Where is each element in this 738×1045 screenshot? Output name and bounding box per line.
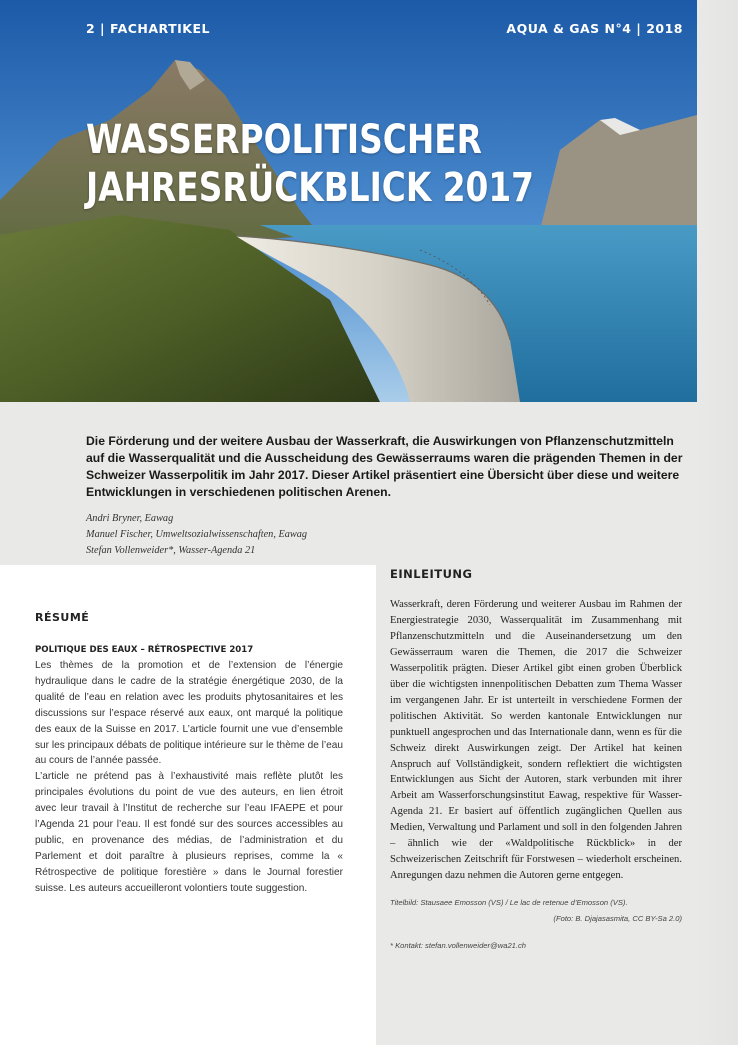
resume-paragraph-2: L’article ne prétend pas à l’exhaustivité mais reflète plutôt les principales évolutions du point de vue des auteurs, en lien étroit avec leur travail à l’Institut de recherche sur l’eau IFAEPE et pour l’Agenda 21 pour l’eau. Il est fondé sur des sources accessibles au public, en provenance des médias, de l’administration et du Parlement et doit paraître à plusieurs reprises, comme la « Rétrospective de politique forestière » dans le Journal forestier suisse. Les auteurs accueilleront volontiers toute suggestion. <box>35 771 343 894</box>
title-line-2: JAHRESRÜCKBLICK 2017 <box>86 165 535 211</box>
photo-credit: (Foto: B. Djajasasmita, CC BY-Sa 2.0) <box>553 914 682 923</box>
resume-column <box>0 565 376 1045</box>
author-1: Andri Bryner, Eawag <box>86 513 174 524</box>
intro-heading: EINLEITUNG <box>390 567 473 581</box>
resume-body <box>35 658 343 897</box>
contact-footnote: * Kontakt: stefan.vollenweider@wa21.ch <box>390 941 527 950</box>
page-edge <box>697 0 738 1045</box>
resume-subheading: POLITIQUE DES EAUX – RÉTROSPECTIVE 2017 <box>35 645 254 655</box>
author-2: Manuel Fischer, Umweltsozialwissenschaften, Eawag <box>86 529 308 540</box>
author-list <box>86 511 307 559</box>
resume-paragraph-1: Les thèmes de la promotion et de l’extension de l’énergie hydraulique dans le cadre de la stratégie énergétique 2030, de la qualité de l’eau en relation avec les produits phytosanitaires et les discussions sur l’espace réservé aux eaux, ont marqué la politique des eaux de la Suisse en 2017. L’article fournit une vue d’ensemble sur les principaux débats de politique intérieure sur le thème de l’eau au cours de l’année passée. <box>35 660 343 767</box>
journal-issue-label: AQUA & GAS N°4 | 2018 <box>506 21 683 36</box>
article-title <box>86 116 562 212</box>
title-line-1: WASSERPOLITISCHER <box>86 117 482 163</box>
intro-body: Wasserkraft, deren Förderung und weiterer Ausbau im Rahmen der Energiestrategie 2030, Wasserqualität im Zusammenhang mit Pflanzenschutzmitteln und die Auseinandersetzung um den Gewässerraum waren die Themen, die 2017 die Schweizer Wasserpolitik prägten. Dieser Artikel gibt einen groben Überblick über die wichtigsten innenpolitischen Debatten zum Thema Wasser im vergangenen Jahr. Er ist unterteilt in verschiedene Formen der politischen Aktivität. So werden kantonale Entwicklungen nur punktuell angesprochen und das Internationale dann, wenn es für die Schweiz direkt Auswirkungen zeigt. Der Artikel hat keinen Anspruch auf Vollständigkeit, sondern reflektiert die wichtigsten Entwicklungen aus Sicht der Autoren, stark verbunden mit ihrer Arbeit am Wasserforschungsinstitut Eawag, respektive für Wasser-Agenda 21. Er basiert auf öffentlich zugänglichen Quellen aus Medien, Verwaltung und Parlament und soll in den folgenden Jahren – ähnlich wie der «Waldpolitische Rückblick» in der Schweizerischen Zeitschrift für Forstwesen – wiederholt erscheinen. Anregungen dazu nehmen die Autoren gerne entgegen. <box>390 599 682 882</box>
lead-paragraph: Die Förderung und der weitere Ausbau der Wasserkraft, die Auswirkungen von Pflanzenschutzmitteln auf die Wasserqualität und die Ausscheidung des Gewässerraums waren die prägenden Themen in der Schweizer Wasserpolitik im Jahr 2017. Dieser Artikel präsentiert eine Übersicht über diese und weitere Entwicklungen in verschiedenen politischen Arenen. <box>86 434 683 499</box>
title-image-caption: Titelbild: Stausaee Emosson (VS) / Le lac de retenue d’Emosson (VS). <box>390 898 628 907</box>
page-section-label: 2 | FACHARTIKEL <box>86 21 210 36</box>
author-3: Stefan Vollenweider*, Wasser-Agenda 21 <box>86 545 256 556</box>
resume-heading: RÉSUMÉ <box>35 611 90 624</box>
